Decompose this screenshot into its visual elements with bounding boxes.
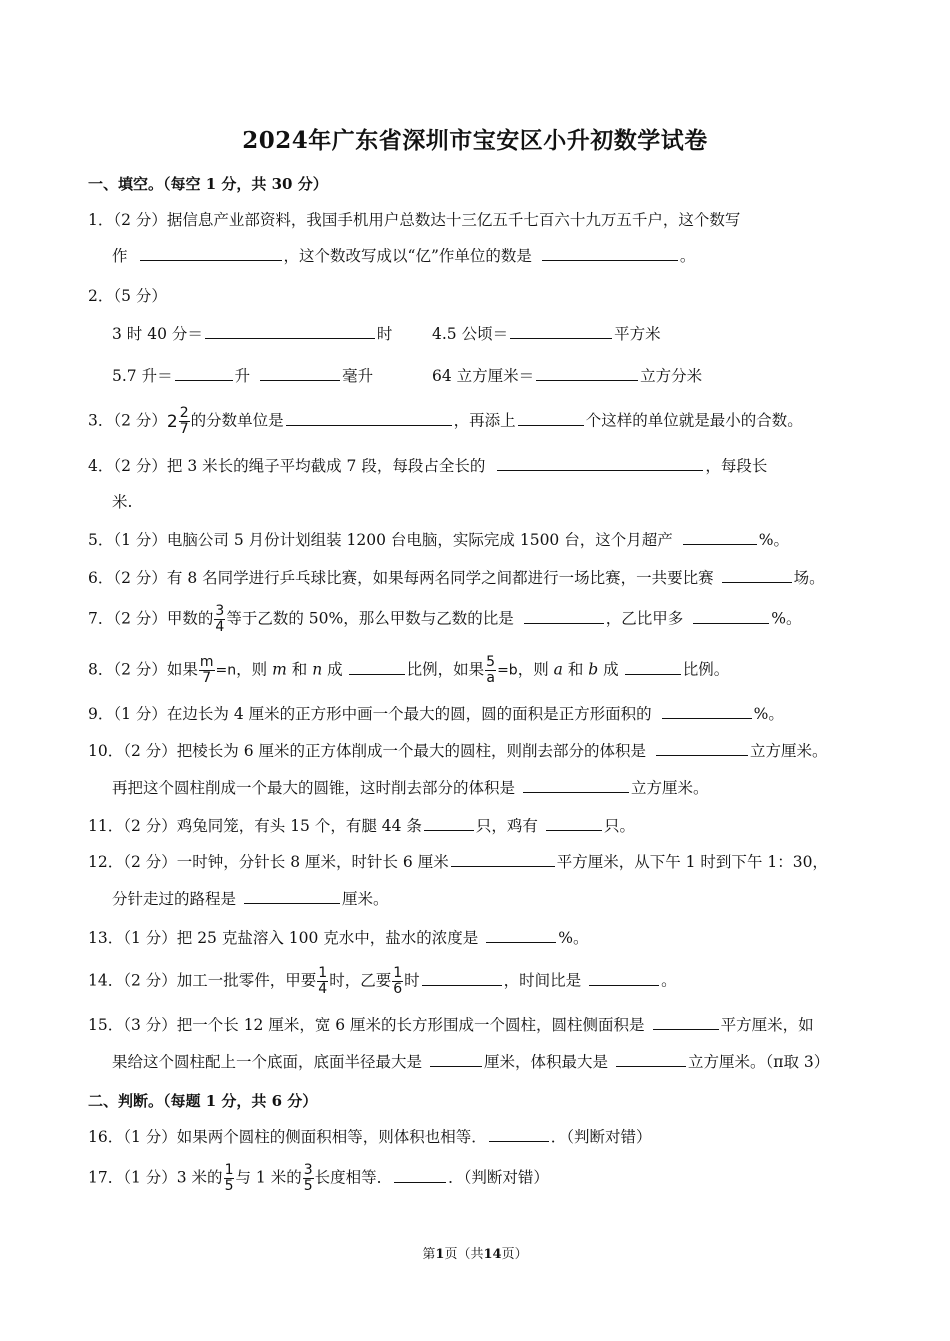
question-15-line-1: 15．（3 分）把一个长 12 厘米，宽 6 厘米的长方形围成一个圆柱，圆柱侧面积是 平方厘米，如 xyxy=(88,1016,814,1034)
answer-blank[interactable] xyxy=(205,324,375,339)
question-15-line-2: 果给这个圆柱配上一个底面，底面半径最大是 厘米，体积最大是 立方厘米。（π取 3） xyxy=(112,1053,830,1071)
question-16: 16．（1 分）如果两个圆柱的侧面积相等，则体积也相等． ．（判断对错） xyxy=(88,1128,652,1146)
question-14: 14．（2 分）加工一批零件，甲要 $\frac{1}{4}$ 时，乙要 $\frac{1}{6}$ 时 ，时间比是 。 xyxy=(88,965,677,997)
question-10-line-1: 10．（2 分）把棱长为 6 厘米的正方体削成一个最大的圆柱，则削去部分的体积是 立方厘米。 xyxy=(88,742,828,760)
answer-blank[interactable] xyxy=(486,928,556,943)
answer-blank[interactable] xyxy=(662,704,752,719)
answer-blank[interactable] xyxy=(523,778,629,793)
question-5: 5．（1 分）电脑公司 5 月份计划组装 1200 台电脑，实际完成 1500 台，这个月超产 %。 xyxy=(88,531,789,549)
answer-blank[interactable] xyxy=(286,411,452,426)
page-title: 2024年广东省深圳市宝安区小升初数学试卷 xyxy=(242,127,708,154)
question-17: 17．（1 分）3 米的 $\frac{1}{5}$ 与 1 米的 $\frac{3}{5}$ 长度相等． ．（判断对错） xyxy=(88,1162,549,1194)
question-9: 9．（1 分）在边长为 4 厘米的正方形中画一个最大的圆，圆的面积是正方形面积的 %。 xyxy=(88,705,784,723)
question-10-line-2: 再把这个圆柱削成一个最大的圆锥，这时削去部分的体积是 立方厘米。 xyxy=(112,779,709,797)
answer-blank[interactable] xyxy=(497,456,703,471)
answer-blank[interactable] xyxy=(244,889,340,904)
page-footer: 第1页（共14页） xyxy=(422,1247,528,1262)
fraction: $\frac{5}{a}$ xyxy=(486,654,496,686)
fraction: $\frac{1}{6}$ xyxy=(393,965,403,997)
answer-blank[interactable] xyxy=(489,1127,549,1142)
mixed-number: 2 $\frac{2}{7}$ xyxy=(166,405,189,437)
answer-blank[interactable] xyxy=(653,1015,719,1030)
question-2-row-2: 5.7 升＝ 升 毫升 xyxy=(112,367,374,385)
answer-blank[interactable] xyxy=(424,816,474,831)
question-4-line-1: 4．（2 分）把 3 米长的绳子平均截成 7 段，每段占全长的 ，每段长 xyxy=(88,457,768,475)
question-2-head: 2．（5 分） xyxy=(88,287,167,305)
question-2-row-1-right: 4.5 公顷＝ 平方米 xyxy=(432,325,661,343)
answer-blank[interactable] xyxy=(260,366,340,381)
answer-blank[interactable] xyxy=(430,1052,482,1067)
answer-blank[interactable] xyxy=(175,366,233,381)
question-11: 11．（2 分）鸡兔同笼，有头 15 个，有腿 44 条 只，鸡有 只。 xyxy=(88,817,635,835)
answer-blank[interactable] xyxy=(656,741,748,756)
question-3: 3．（2 分）2 $\frac{2}{7}$ 的分数单位是 ，再添上 个这样的单位就是最小的合数。 xyxy=(88,405,803,437)
section-heading-judge: 二、判断。（每题 1 分，共 6 分） xyxy=(88,1092,318,1110)
answer-blank[interactable] xyxy=(394,1168,446,1183)
answer-blank[interactable] xyxy=(616,1052,686,1067)
question-12-line-1: 12．（2 分）一时钟，分针长 8 厘米，时针长 6 厘米 平方厘米，从下午 1 时到下午 1：30， xyxy=(88,853,828,871)
answer-blank[interactable] xyxy=(542,246,678,261)
fraction: $\frac{1}{5}$ xyxy=(224,1162,234,1194)
answer-blank[interactable] xyxy=(625,660,681,675)
question-2-row-2-right: 64 立方厘米＝ 立方分米 xyxy=(432,367,703,385)
question-8: 8．（2 分）如果 $\frac{m}{7}$ =n，则 m 和 n 成 比例，如果 $\frac{5}{a}$ =b，则 a 和 b 成 比例。 xyxy=(88,654,730,686)
question-2-row-1: 3 时 40 分＝ 时 xyxy=(112,325,393,343)
question-12-line-2: 分针走过的路程是 厘米。 xyxy=(112,890,389,908)
section-heading-fill: 一、填空。（每空 1 分，共 30 分） xyxy=(88,175,328,193)
answer-blank[interactable] xyxy=(683,530,757,545)
answer-blank[interactable] xyxy=(510,324,612,339)
answer-blank[interactable] xyxy=(524,609,604,624)
answer-blank[interactable] xyxy=(589,971,659,986)
answer-blank[interactable] xyxy=(536,366,638,381)
answer-blank[interactable] xyxy=(349,660,405,675)
question-13: 13．（1 分）把 25 克盐溶入 100 克水中，盐水的浓度是 %。 xyxy=(88,929,589,947)
answer-blank[interactable] xyxy=(140,246,282,261)
answer-blank[interactable] xyxy=(518,411,584,426)
question-4-line-2: 米. xyxy=(112,493,133,511)
answer-blank[interactable] xyxy=(422,971,502,986)
answer-blank[interactable] xyxy=(451,852,555,867)
question-1-line-2: 作 ，这个数改写成以“亿”作单位的数是 。 xyxy=(112,247,696,265)
answer-blank[interactable] xyxy=(546,816,602,831)
question-7: 7．（2 分）甲数的 $\frac{3}{4}$ 等于乙数的 50%，那么甲数与乙数的比是 ，乙比甲多 %。 xyxy=(88,603,802,635)
fraction: $\frac{m}{7}$ xyxy=(199,654,214,686)
fraction: $\frac{1}{4}$ xyxy=(318,965,328,997)
fraction: $\frac{3}{5}$ xyxy=(303,1162,313,1194)
answer-blank[interactable] xyxy=(722,568,792,583)
answer-blank[interactable] xyxy=(693,609,769,624)
fraction: $\frac{3}{4}$ xyxy=(215,603,225,635)
question-1-line-1: 1．（2 分）据信息产业部资料，我国手机用户总数达十三亿五千七百六十九万五千户，这个数写 xyxy=(88,211,741,229)
question-6: 6．（2 分）有 8 名同学进行乒乓球比赛，如果每两名同学之间都进行一场比赛，一共要比赛 场。 xyxy=(88,569,825,587)
